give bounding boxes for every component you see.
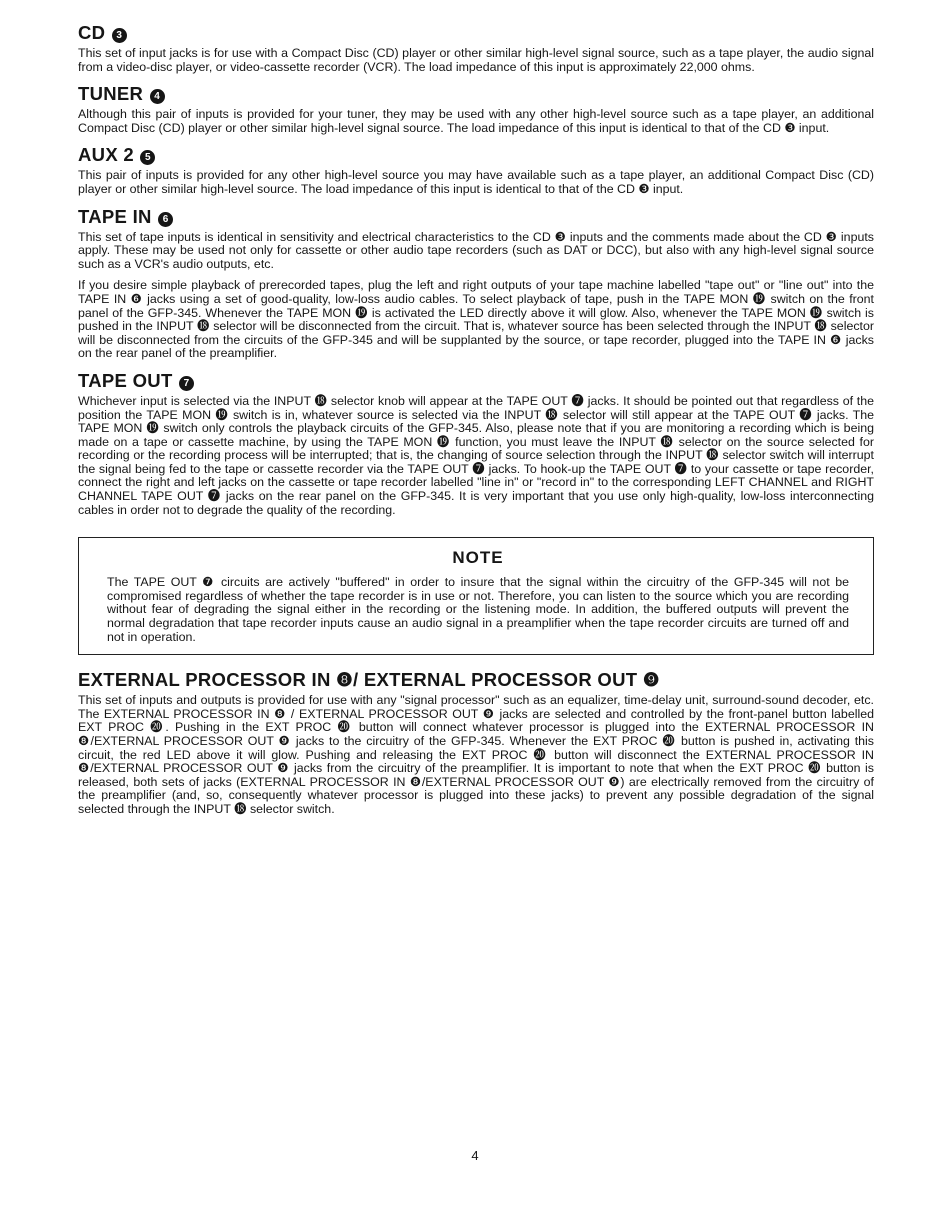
section-paragraph: This pair of inputs is provided for any other high-level source you may have available such as a tape player, an additional Compact Disc (CD) player or other similar high-level source. The load impedance of this input is identical to that of the CD ❸ input. — [78, 168, 874, 196]
manual-page — [78, 22, 874, 826]
heading-text: TAPE OUT — [78, 369, 173, 391]
callout-number-badge: 7 — [179, 376, 194, 391]
heading-text: AUX 2 — [78, 144, 134, 166]
section-tuner — [78, 83, 874, 135]
section-tape-out — [78, 370, 874, 517]
note-box — [78, 537, 874, 655]
callout-number-badge: 4 — [150, 89, 165, 104]
section-heading: EXTERNAL PROCESSOR IN ❽/ EXTERNAL PROCESSOR OUT ❾ — [78, 669, 660, 691]
section-tape-in — [78, 206, 874, 361]
section-paragraph: This set of input jacks is for use with a Compact Disc (CD) player or other similar high-level signal source, such as a tape player, the audio signal from a video-disc player, or video-cassette recorder (VCR). The load impedance of this input is approximately 22,000 ohms. — [78, 46, 874, 74]
page-number: 4 — [471, 1148, 479, 1163]
section-paragraph: This set of inputs and outputs is provided for use with any "signal processor" such as an equalizer, time-delay unit, surround-sound decoder, etc. The EXTERNAL PROCESSOR IN ❽ / EXTERNAL PROCESSOR OUT ❾ jacks are selected and controlled by the front-panel button labelled EXT PROC ⓴. Pushing in the EXT PROC ⓴ button will connect whatever processor is plugged into the EXTERNAL PROCESSOR IN ❽/EXTERNAL PROCESSOR OUT ❾ jacks to the circuitry of the GFP-345. Whenever the EXT PROC ⓴ button is pushed in, activating this circuit, the red LED above it will glow. Pushing and releasing the EXT PROC ⓴ button will disconnect the EXTERNAL PROCESSOR IN ❽/EXTERNAL PROCESSOR OUT ❾ jacks from the circuitry of the preamplifier. It is important to note that when the EXT PROC ⓴ button is released, both sets of jacks (EXTERNAL PROCESSOR IN ❽/EXTERNAL PROCESSOR OUT ❾) are electrically removed from the circuitry of the preamplifier (and, so, consequently whatever processor is plugged into these jacks) to prevent any possible degradation of the signal selected through the INPUT ⓲ selector switch. — [78, 693, 874, 816]
section-heading — [78, 370, 874, 392]
heading-text: TAPE IN — [78, 205, 152, 227]
heading-text: CD — [78, 22, 106, 43]
section-aux2 — [78, 144, 874, 196]
heading-text: TUNER — [78, 83, 144, 105]
note-title: NOTE — [452, 548, 504, 568]
section-cd — [78, 22, 874, 74]
callout-number-badge: 3 — [112, 28, 127, 43]
section-paragraph: This set of tape inputs is identical in sensitivity and electrical characteristics to the CD ❸ inputs and the comments made about the CD ❸ inputs apply. These may be used not only for cassette or other audio tape recorders (such as DAT or DCC), but also with any high-level signal source such as a VCR's audio outputs, etc. — [78, 229, 874, 271]
callout-number-badge: 5 — [140, 150, 155, 165]
section-paragraph: Whichever input is selected via the INPUT ⓲ selector knob will appear at the TAPE OUT ❼ jacks. It should be pointed out that regardless of the position the TAPE MON ⓳ switch is in, whatever source is selected via the INPUT ⓲ selector will still appear at the TAPE OUT ❼ jacks. The TAPE MON ⓳ switch only controls the playback circuits of the GFP-345. Also, please note that if you are monitoring a recording which is being made on a tape or cassette machine, by using the TAPE MON ⓳ function, you must leave the INPUT ⓲ selector on the source selected for recording or the recording process will be interrupted; that is, the changing of source selection through the INPUT ⓲ selector switch will interrupt the signal being fed to the tape or cassette recorder via the TAPE OUT ❼ jacks. To hook-up the TAPE OUT ❼ to your cassette or tape recorder, connect the right and left jacks on the cassette or tape recorder labelled "line in" or "record in" to the corresponding LEFT CHANNEL and RIGHT CHANNEL TAPE OUT ❼ jacks on the rear panel on the GFP-345. It is very important that you use only high-quality, low-loss interconnecting cables in order not to degrade the quality of the recording. — [78, 393, 874, 517]
note-text: The TAPE OUT ❼ circuits are actively "buffered" in order to insure that the signal within the circuitry of the GFP-345 will not be compromised regardless of whether the tape recorder is in use or not. Therefore, you can listen to the source which you are recording without fear of degrading the signal either in the recording or the listening mode. In addition, the buffered outputs will prevent the normal degradation that tape recorder inputs cause an audio signal in a preamplifier when the tape recorder circuits are turned off and not in operation. — [107, 575, 849, 644]
section-heading — [78, 206, 874, 228]
section-external-processor — [78, 669, 874, 816]
section-heading — [78, 83, 874, 105]
section-heading — [78, 144, 874, 166]
section-paragraph: If you desire simple playback of prerecorded tapes, plug the left and right outputs of your tape machine labelled "tape out" or "line out" into the TAPE IN ❻ jacks using a set of good-quality, low-loss audio cables. To select playback of tape, push in the TAPE MON ⓳ switch on the front panel of the GFP-345. Whenever the TAPE MON ⓳ is activated the LED directly above it will glow. Also, whenever the TAPE MON ⓳ switch is pushed in the INPUT ⓲ selector will be disconnected from the circuit. That is, whatever source has been selected through the INPUT ⓲ selector will be disconnected from the circuits of the GFP-345 and will be supplanted by the source, or tape recorder, plugged into the TAPE IN ❻ jacks on the rear panel of the preamplifier. — [78, 278, 874, 361]
callout-number-badge: 6 — [158, 212, 173, 227]
section-paragraph: Although this pair of inputs is provided for your tuner, they may be used with any other high-level source such as a tape player, an additional Compact Disc (CD) player or other similar high-level signal source. The load impedance of this input is identical to that of the CD ❸ input. — [78, 107, 874, 135]
section-heading — [78, 22, 874, 44]
